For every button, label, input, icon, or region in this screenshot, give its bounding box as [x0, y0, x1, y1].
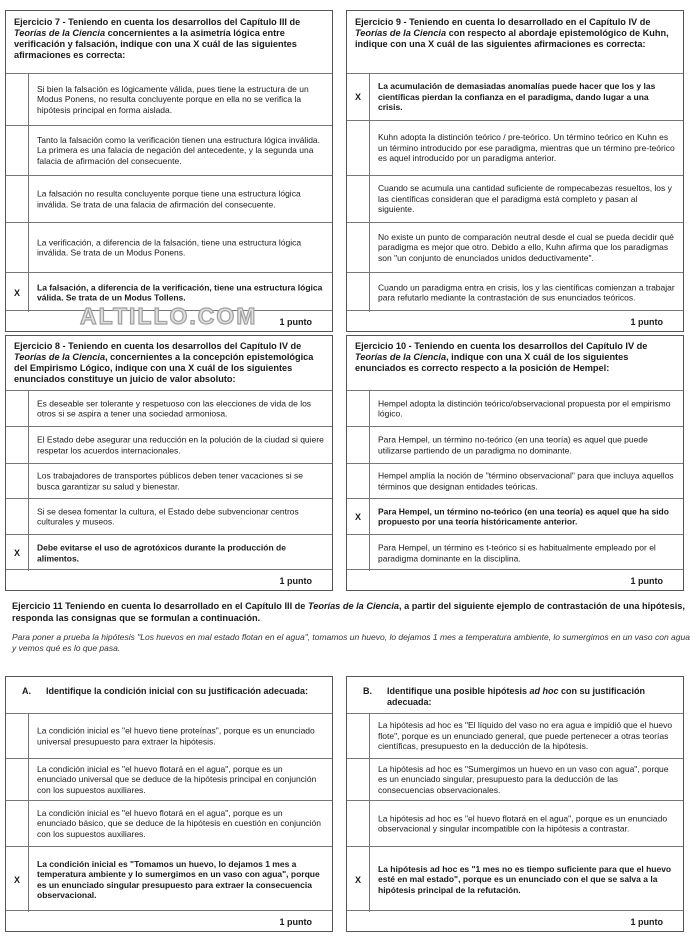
answer-mark-cell[interactable] — [6, 223, 29, 272]
ex10-option-5[interactable] — [347, 534, 683, 571]
answer-mark-cell[interactable] — [347, 427, 370, 463]
exercise-11-part-a-panel — [5, 676, 333, 932]
answer-mark-cell[interactable] — [347, 121, 370, 175]
ex11a-option-2[interactable] — [6, 758, 332, 800]
exercise-9-panel — [346, 10, 684, 332]
part-a-heading — [6, 677, 332, 713]
points-label: 1 punto — [630, 917, 663, 927]
option-text: Es deseable ser tolerante y respetuoso con las elecciones de vida de los otros si se aspira a tener una sociedad armoniosa. — [37, 397, 312, 419]
exercise-9-title: Ejercicio 9 - Teniendo en cuenta lo desarrollado en el Capítulo IV de Teorías de la Ciencia con respecto al abordaje epistemológico de Kuhn, indique con una X cuál de las siguientes afirmaciones es correcta: — [355, 17, 669, 49]
option-text-selected: La condición inicial es "Tomamos un huevo, lo dejamos 1 mes a temperatura ambiente y lo sumergimos en un vaso con agua", porque es un enunciado singular presupuesto para extraer la consecuencia observacional. — [37, 858, 320, 901]
option-text: Los trabajadores de transportes públicos deben tener vacaciones si se busca garantizar su salud y bienestar. — [37, 470, 304, 491]
exercise-11-scenario: Para poner a prueba la hipótesis "Los huevos en mal estado flotan en el agua", tomamos un huevo, lo dejamos 1 mes a temperatura ambiente, lo sumergimos en un vaso con agua y vemos qué es lo que pasa. — [12, 632, 690, 653]
option-text-selected: La acumulación de demasiadas anomalías puede hacer que los y las científicas pierdan la confianza en el paradigma, dando lugar a una crisis. — [378, 81, 656, 113]
part-a-letter: A. — [22, 686, 31, 696]
points-row — [347, 569, 683, 590]
option-text: La condición inicial es "el huevo flotará en el agua", porque es un enunciado universal que se deduce de la hipótesis principal en conjunción con los supuestos auxiliares. — [37, 763, 317, 795]
option-text: El Estado debe asegurar una reducción en la polución de la ciudad si quiere respetar los acuerdos internacionales. — [37, 434, 324, 455]
option-text: Kuhn adopta la distinción teórico / pre-teórico. Un término teórico en Kuhn es un término introducido por ese paradigma, mientras que un término pre-teórico es aquel introducido por un paradigma anterior. — [378, 132, 675, 164]
ex9-option-5[interactable] — [347, 272, 683, 312]
exercise-10-panel — [346, 335, 684, 591]
altillo-watermark: ALTILLO.COM — [80, 303, 258, 329]
answer-mark-cell[interactable] — [6, 126, 29, 175]
part-b-heading — [347, 677, 683, 713]
ex11a-option-1[interactable] — [6, 713, 332, 758]
option-text: Para Hempel, un término no-teórico (en una teoría) es aquel que puede utilizarse partiendo de un paradigma no dominante. — [378, 434, 648, 455]
answer-mark-cell[interactable] — [6, 499, 29, 534]
option-text: La falsación no resulta concluyente porque tiene una estructura lógica inválida. Se trata de una falacia de afirmación del consecuente. — [37, 188, 301, 209]
option-text: Cuando se acumula una cantidad suficiente de rompecabezas resueltos, los y las científicas consideran que el paradigma está completo y pasan al siguiente. — [378, 183, 672, 215]
ex7-option-4[interactable] — [6, 222, 332, 272]
exercise-11-title: Ejercicio 11 Teniendo en cuenta lo desarrollado en el Capítulo III de Teorías de la Ciencia, a partir del siguiente ejemplo de contrastación de una hipótesis, responda las consignas que se formulan a continuación. — [12, 601, 685, 623]
ex8-option-3[interactable] — [6, 463, 332, 498]
answer-mark-cell[interactable] — [347, 391, 370, 426]
exercise-8-panel — [5, 335, 333, 591]
ex9-option-3[interactable] — [347, 175, 683, 222]
answer-mark-cell[interactable] — [347, 759, 370, 800]
ex8-option-5[interactable] — [6, 534, 332, 571]
ex11b-option-2[interactable] — [347, 758, 683, 800]
ex9-option-1[interactable] — [347, 73, 683, 120]
answer-mark-cell[interactable] — [347, 273, 370, 312]
points-row — [347, 910, 683, 931]
ex10-option-2[interactable] — [347, 426, 683, 463]
answer-mark-cell[interactable] — [347, 714, 370, 758]
option-text: La condición inicial es "el huevo tiene proteínas", porque es un enunciado universal presupuesto para extraer la hipótesis. — [37, 725, 315, 746]
ex10-option-1[interactable] — [347, 390, 683, 426]
exercise-11-part-b-panel — [346, 676, 684, 932]
answer-mark-cell[interactable]: X — [347, 847, 370, 912]
answer-mark-cell[interactable]: X — [347, 499, 370, 534]
ex10-option-4[interactable] — [347, 498, 683, 534]
option-text: Cuando un paradigma entra en crisis, los y las científicas comienzan a trabajar para refutarlo mediante la contrastación de sus enunciados teóricos. — [378, 281, 675, 303]
ex9-option-4[interactable] — [347, 222, 683, 272]
answer-mark-cell[interactable] — [6, 714, 29, 758]
answer-mark-cell[interactable] — [6, 759, 29, 800]
ex10-option-3[interactable] — [347, 463, 683, 498]
option-text: Si bien la falsación es lógicamente válida, pues tiene la estructura de un Modus Ponens, no resulta concluyente porque en ella no se verifica la hipótesis principal en forma aislada. — [37, 83, 309, 115]
ex11a-option-3[interactable] — [6, 800, 332, 846]
points-label: 1 punto — [279, 317, 312, 327]
option-text-selected: Debe evitarse el uso de agrotóxicos durante la producción de alimentos. — [37, 542, 286, 563]
option-text-selected: La hipótesis ad hoc es "1 mes no es tiempo suficiente para que el huevo esté en mal estado", porque es un enunciado con el que se salva a la hipótesis principal de la refutación. — [378, 863, 672, 895]
option-text: No existe un punto de comparación neutral desde el cual se pueda decidir qué paradigma es mejor que otro. Debido a ello, Kuhn afirma que los paradigmas son "un conjunto de enunciados unidos deductivamente". — [378, 231, 674, 263]
option-text: Hempel amplía la noción de "término observacional" para que incluya aquellos términos que designan entidades teóricas. — [378, 470, 674, 491]
option-text: La verificación, a diferencia de la falsación, tiene una estructura lógica inválida. Se trata de un Modus Ponens. — [37, 236, 302, 258]
answer-mark-cell[interactable] — [347, 535, 370, 571]
answer-mark-cell[interactable] — [347, 223, 370, 272]
points-row — [6, 910, 332, 931]
exercise-7-panel — [5, 10, 333, 332]
part-b-letter: B. — [363, 686, 372, 696]
points-label: 1 punto — [630, 317, 663, 327]
ex11a-option-4[interactable] — [6, 846, 332, 912]
points-label: 1 punto — [279, 576, 312, 586]
exercise-8-title: Ejercicio 8 - Teniendo en cuenta los desarrollos del Capítulo IV de Teorías de la Ciencia, concernientes a la concepción epistemológica del Empirismo Lógico, indique con una X cuál de los siguientes enunciados constituye un juicio de valor absoluto: — [14, 341, 314, 384]
option-text: Tanto la falsación como la verificación tienen una estructura lógica inválida. La primera es una falacia de negación del antecedente, y la segunda una falacia de afirmación del consecuente. — [37, 134, 321, 166]
option-text: La hipótesis ad hoc es "el huevo flotará en el agua", porque es un enunciado observacional y singular incompatible con la hipótesis a contrastar. — [378, 812, 668, 834]
ex7-option-1[interactable] — [6, 73, 332, 125]
ex8-option-2[interactable] — [6, 426, 332, 463]
points-row — [347, 310, 683, 331]
option-text: Hempel adopta la distinción teórico/observacional propuesta por el empirismo lógico. — [378, 397, 671, 419]
points-label: 1 punto — [630, 576, 663, 586]
option-text: La hipótesis ad hoc es "El líquido del vaso no era agua e impidió que el huevo flote", porque es un enunciado general, que puede pertenecer a otras teorías científicas, presupuesto en la deducción de la hipótesis. — [378, 720, 673, 752]
exercise-10-title: Ejercicio 10 - Teniendo en cuenta los desarrollos del Capítulo IV de Teorías de la Ciencia, indique con una X cuál de los siguientes enunciados es correcto respecto a la posición de Hempel: — [355, 341, 648, 373]
ex11b-option-4[interactable] — [347, 846, 683, 912]
answer-mark-cell[interactable] — [6, 74, 29, 125]
exercise-7-title: Ejercicio 7 - Teniendo en cuenta los desarrollos del Capítulo III de Teorías de la Ciencia concernientes a la asimetría lógica entre verificación y falsación, indique con una X cuál de las siguientes afirmaciones es correcta: — [14, 17, 301, 60]
answer-mark-cell[interactable]: X — [6, 535, 29, 571]
answer-mark-cell[interactable] — [6, 427, 29, 463]
part-b-instruction: Identifique una posible hipótesis ad hoc con su justificación adecuada: — [387, 686, 646, 707]
answer-mark-cell[interactable] — [347, 464, 370, 498]
answer-mark-cell[interactable] — [6, 801, 29, 846]
answer-mark-cell[interactable]: X — [6, 273, 29, 312]
answer-mark-cell[interactable] — [6, 464, 29, 498]
ex11b-option-3[interactable] — [347, 800, 683, 846]
answer-mark-cell[interactable] — [347, 176, 370, 222]
ex7-option-2[interactable] — [6, 125, 332, 175]
answer-mark-cell[interactable] — [6, 391, 29, 426]
answer-mark-cell[interactable] — [347, 801, 370, 846]
ex11b-option-1[interactable] — [347, 713, 683, 758]
option-text: La hipótesis ad hoc es "Sumergimos un huevo en un vaso con agua", porque es un enunciado singular, presupuesto para la deducción de las consecuencias observacionales. — [378, 763, 669, 795]
option-text: Para Hempel, un término es t-teórico si es habitualmente empleado por el paradigma dominante en la disciplina. — [378, 542, 656, 563]
answer-mark-cell[interactable] — [6, 176, 29, 222]
option-text-selected: La falsación, a diferencia de la verificación, tiene una estructura lógica válida. Se trata de un Modus Tollens. — [37, 281, 323, 303]
answer-mark-cell[interactable]: X — [6, 847, 29, 912]
points-row — [6, 569, 332, 590]
part-a-instruction: Identifique la condición inicial con su justificación adecuada: — [46, 686, 309, 696]
ex8-option-4[interactable] — [6, 498, 332, 534]
option-text-selected: Para Hempel, un término no-teórico (en una teoría) es aquel que ha sido propuesto por una teoría históricamente anterior. — [378, 505, 669, 527]
ex8-option-1[interactable] — [6, 390, 332, 426]
answer-mark-cell[interactable]: X — [347, 74, 370, 120]
option-text: La condición inicial es "el huevo flotará en el agua", porque es un enunciado básico, que se deduce de la hipótesis en cuestión en conjunción con los supuestos auxiliares. — [37, 807, 322, 839]
points-label: 1 punto — [279, 917, 312, 927]
option-text: Si se desea fomentar la cultura, el Estado debe subvencionar centros culturales y museos. — [37, 505, 299, 527]
ex9-option-2[interactable] — [347, 120, 683, 175]
ex7-option-3[interactable] — [6, 175, 332, 222]
